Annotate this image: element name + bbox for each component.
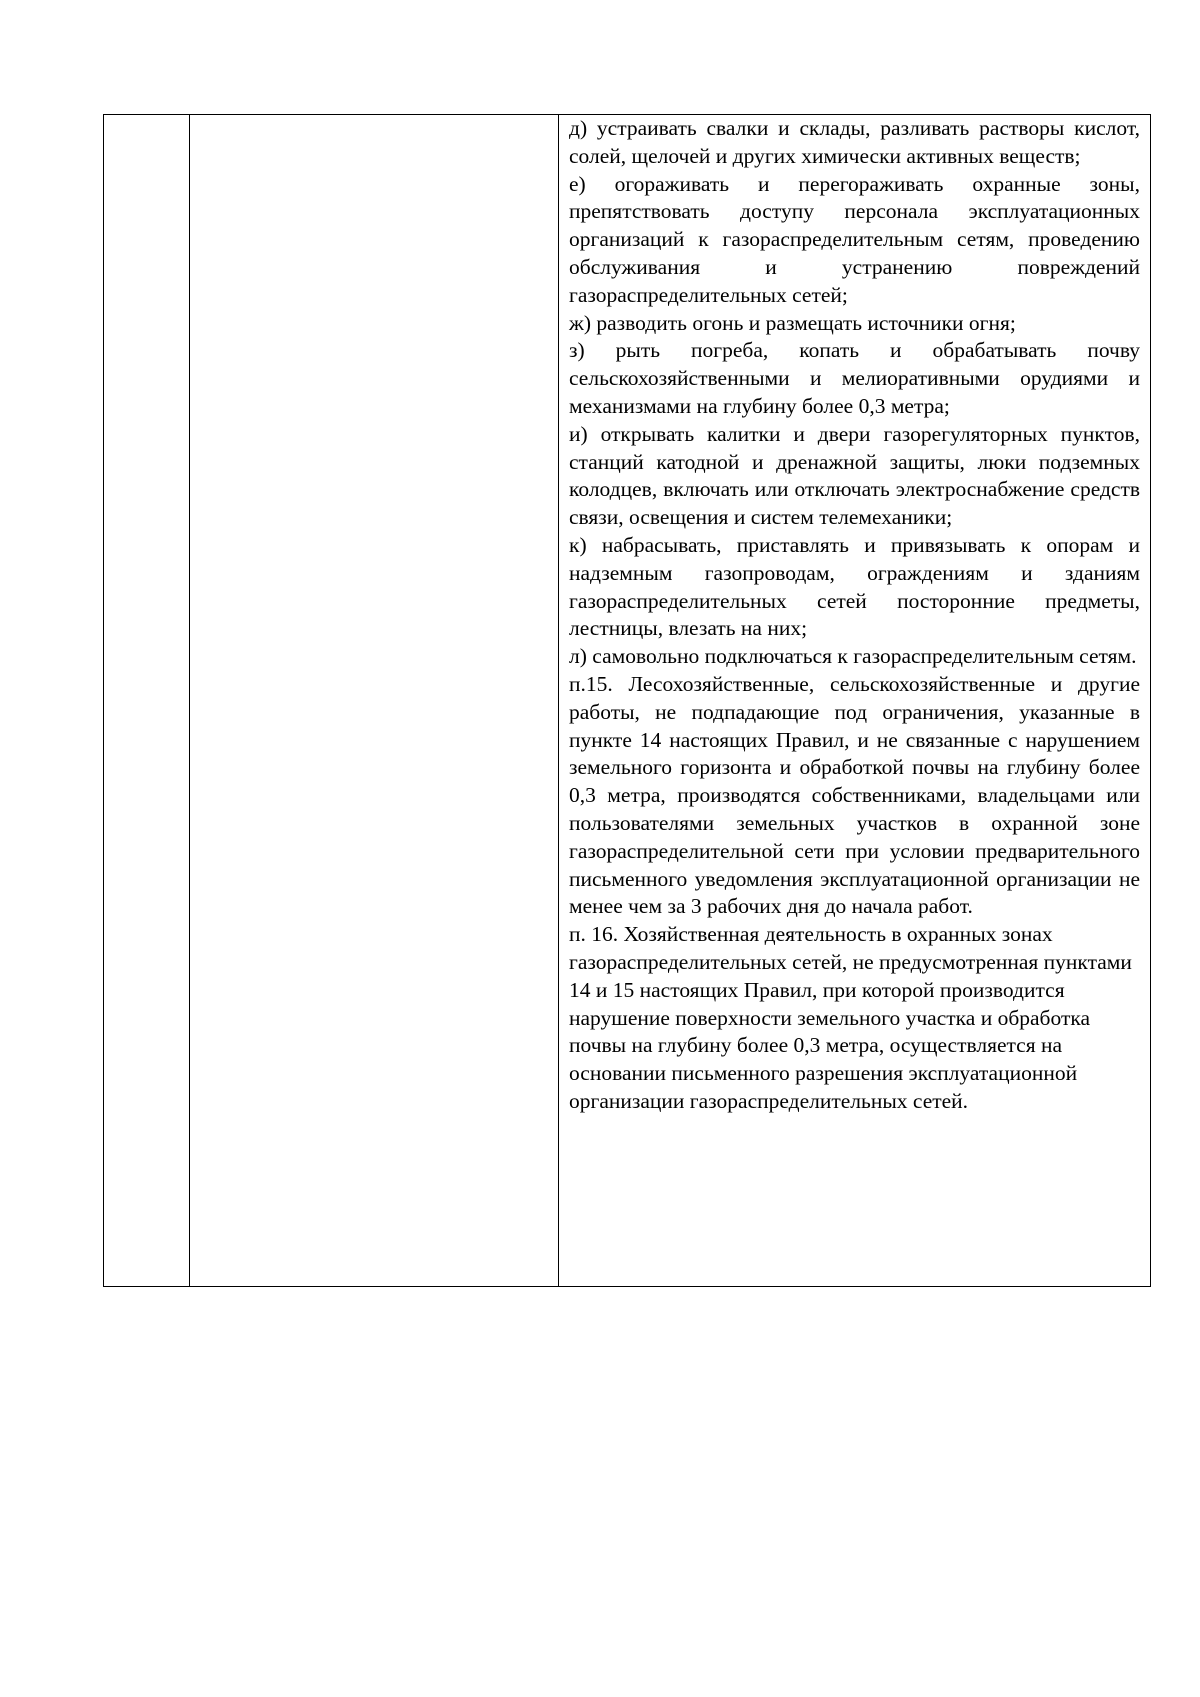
paragraph-item-k: к) набрасывать, приставлять и привязывать к опорам и надземным газопроводам, ограждениям и зданиям газораспределительных сетей посторонние предметы, лестницы, влезать на них; [569, 532, 1140, 641]
paragraph-item-z: з) рыть погреба, копать и обрабатывать почву сельскохозяйственными и мелиоративными орудиями и механизмами на глубину более 0,3 метра; [569, 338, 1140, 418]
paragraph-item-l: л) самовольно подключаться к газораспределительным сетям. [569, 644, 1137, 669]
paragraph-clause-15: п.15. Лесохозяйственные, сельскохозяйственные и другие работы, не подпадающие под ограничения, указанные в пункте 14 настоящих Правил, и не связанные с нарушением земельного горизонта и обработкой почвы на глубину более 0,3 метра, производятся собственниками, владельцами или пользователями земельных участков в охранной зоне газораспределительной сети при условии предварительного письменного уведомления эксплуатационной организации не менее чем за 3 рабочих дня до начала работ. [569, 671, 1140, 919]
table-cell-number [104, 115, 190, 1286]
requirements-table [103, 114, 1151, 1287]
paragraph-item-i: и) открывать калитки и двери газорегуляторных пунктов, станций катодной и дренажной защиты, люки подземных колодцев, включать или отключать электроснабжение средств связи, освещения и систем телемеханики; [569, 421, 1140, 530]
table-cell-requirements [559, 115, 1150, 1286]
paragraph-clause-16: п. 16. Хозяйственная деятельность в охранных зонах газораспределительных сетей, не предусмотренная пунктами 14 и 15 настоящих Правил, при которой производится нарушение поверхности земельного участка и обработка почвы на глубину более 0,3 метра, осуществляется на основании письменного разрешения эксплуатационной организации газораспределительных сетей. [569, 922, 1132, 1113]
paragraph-item-e: е) огораживать и перегораживать охранные зоны, препятствовать доступу персонала эксплуатационных организаций к газораспределительным сетям, проведению обслуживания и устранению повреждений газораспределительных сетей; [569, 171, 1140, 307]
table-cell-description [190, 115, 559, 1286]
paragraph-item-zh: ж) разводить огонь и размещать источники огня; [569, 310, 1016, 335]
paragraph-item-d: д) устраивать свалки и склады, разливать растворы кислот, солей, щелочей и других химически активных веществ; [569, 116, 1140, 168]
